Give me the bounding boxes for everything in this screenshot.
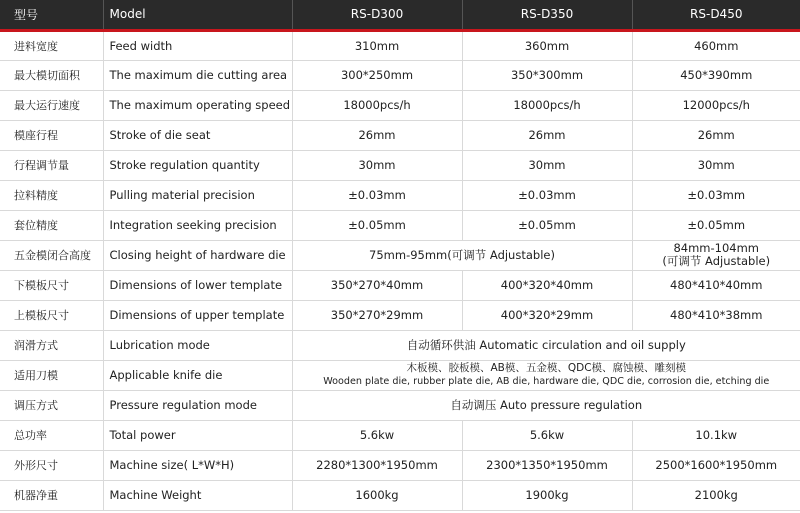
row-max-area [0,60,800,90]
header-rs-d350: RS-D350 [462,0,632,30]
value-rs-d300: ±0.05mm [292,210,462,240]
label-zh: 最大模切面积 [0,60,103,90]
row-pressure-regulation [0,390,800,420]
row-lower-template [0,270,800,300]
header-row [0,0,800,30]
value-all-models: 自动调压 Auto pressure regulation [292,390,800,420]
label-en: Closing height of hardware die [103,240,292,270]
label-en: Feed width [103,30,292,60]
row-knife-die [0,360,800,390]
value-rs-d450: 450*390mm [632,60,800,90]
value-rs-d300: 300*250mm [292,60,462,90]
row-closing-height [0,240,800,270]
label-en: Machine Weight [103,480,292,510]
label-zh: 下模板尺寸 [0,270,103,300]
value-rs-d350: 400*320*40mm [462,270,632,300]
value-rs-d450: 2500*1600*1950mm [632,450,800,480]
value-rs-d300: 310mm [292,30,462,60]
label-en: The maximum operating speed [103,90,292,120]
row-total-power [0,420,800,450]
row-integration-precision [0,210,800,240]
value-line-2: (可调节 Adjustable) [662,254,771,268]
header-rs-d300: RS-D300 [292,0,462,30]
row-feed-width [0,30,800,60]
value-rs-d450: 2100kg [632,480,800,510]
label-en: Pressure regulation mode [103,390,292,420]
label-zh: 模座行程 [0,120,103,150]
value-rs-d350: 1900kg [462,480,632,510]
header-zh: 型号 [0,0,103,30]
label-zh: 机器净重 [0,480,103,510]
value-rs-d300: 350*270*40mm [292,270,462,300]
label-en: Machine size( L*W*H) [103,450,292,480]
label-en: Dimensions of upper template [103,300,292,330]
label-en: Lubrication mode [103,330,292,360]
row-lubrication [0,330,800,360]
value-rs-d350: 5.6kw [462,420,632,450]
label-zh: 五金模闭合高度 [0,240,103,270]
value-rs-d450: 480*410*40mm [632,270,800,300]
value-rs-d300: ±0.03mm [292,180,462,210]
value-rs-d350: 350*300mm [462,60,632,90]
label-en: Stroke of die seat [103,120,292,150]
value-rs-d450: 480*410*38mm [632,300,800,330]
value-rs-d300: 26mm [292,120,462,150]
value-rs-d300-d350: 75mm-95mm(可调节 Adjustable) [292,240,632,270]
value-line-1: 木板模、胶板模、AB模、五金模、QDC模、腐蚀模、雕刻模 [406,362,687,374]
value-rs-d450: 460mm [632,30,800,60]
row-stroke [0,120,800,150]
value-line-2: Wooden plate die, rubber plate die, AB die, hardware die, QDC die, corrosion die, etching die [323,376,770,387]
value-rs-d350: 18000pcs/h [462,90,632,120]
value-rs-d350: 26mm [462,120,632,150]
row-max-speed [0,90,800,120]
label-zh: 行程调节量 [0,150,103,180]
value-rs-d300: 30mm [292,150,462,180]
label-en: Pulling material precision [103,180,292,210]
label-zh: 调压方式 [0,390,103,420]
spec-table-header [0,0,800,30]
value-rs-d300: 350*270*29mm [292,300,462,330]
label-zh: 总功率 [0,420,103,450]
label-zh: 最大运行速度 [0,90,103,120]
label-zh: 拉料精度 [0,180,103,210]
value-rs-d300: 18000pcs/h [292,90,462,120]
value-rs-d350: ±0.03mm [462,180,632,210]
value-rs-d350: 400*320*29mm [462,300,632,330]
label-zh: 适用刀模 [0,360,103,390]
row-machine-weight [0,480,800,510]
header-model: Model [103,0,292,30]
value-rs-d450: 12000pcs/h [632,90,800,120]
label-en: Applicable knife die [103,360,292,390]
value-rs-d350: 360mm [462,30,632,60]
value-rs-d300: 5.6kw [292,420,462,450]
label-zh: 上模板尺寸 [0,300,103,330]
label-zh: 套位精度 [0,210,103,240]
row-upper-template [0,300,800,330]
value-all-models [292,360,800,390]
value-rs-d350: 2300*1350*1950mm [462,450,632,480]
value-line-1: 84mm-104mm [673,241,760,255]
label-en: Stroke regulation quantity [103,150,292,180]
value-rs-d450 [632,240,800,270]
value-rs-d300: 2280*1300*1950mm [292,450,462,480]
label-zh: 润滑方式 [0,330,103,360]
value-rs-d450: 26mm [632,120,800,150]
value-rs-d450: ±0.05mm [632,210,800,240]
row-pulling-precision [0,180,800,210]
value-rs-d450: ±0.03mm [632,180,800,210]
value-all-models: 自动循环供油 Automatic circulation and oil supply [292,330,800,360]
label-en: The maximum die cutting area [103,60,292,90]
value-rs-d450: 30mm [632,150,800,180]
value-rs-d350: 30mm [462,150,632,180]
label-en: Integration seeking precision [103,210,292,240]
header-rs-d450: RS-D450 [632,0,800,30]
label-zh: 进料宽度 [0,30,103,60]
row-stroke-regulation [0,150,800,180]
label-en: Dimensions of lower template [103,270,292,300]
label-zh: 外形尺寸 [0,450,103,480]
label-en: Total power [103,420,292,450]
value-rs-d450: 10.1kw [632,420,800,450]
value-rs-d350: ±0.05mm [462,210,632,240]
value-rs-d300: 1600kg [292,480,462,510]
row-machine-size [0,450,800,480]
